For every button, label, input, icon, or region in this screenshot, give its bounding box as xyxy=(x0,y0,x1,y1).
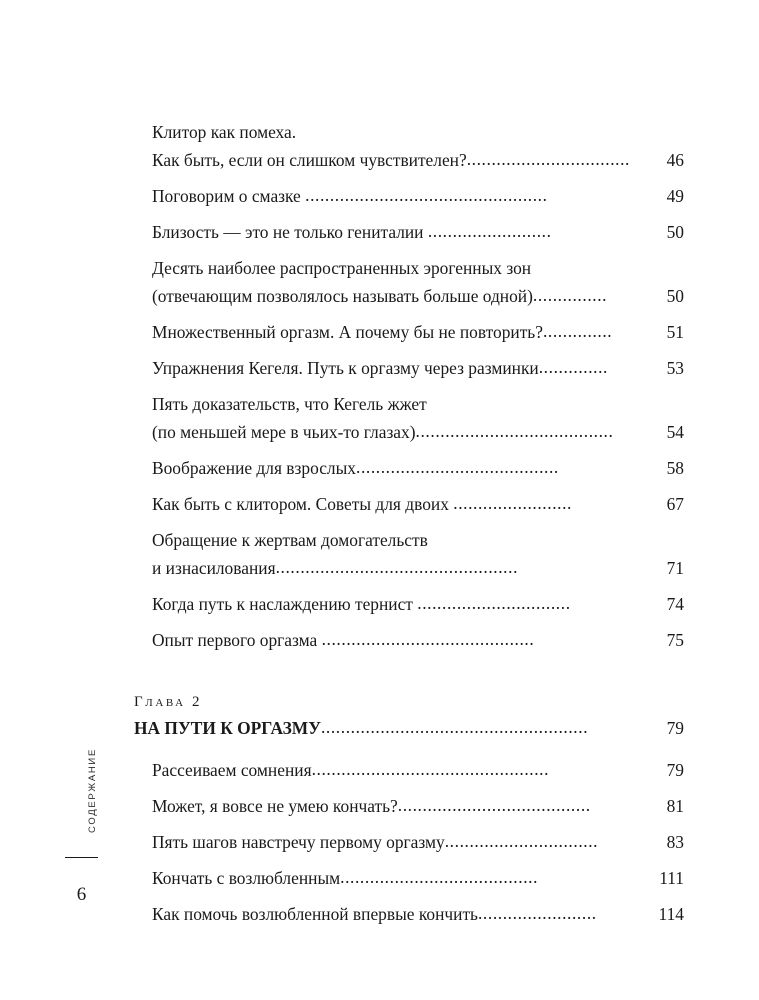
toc-entry[interactable] xyxy=(134,828,684,856)
toc-entry-line xyxy=(152,218,684,246)
toc-entry[interactable] xyxy=(134,218,684,246)
toc-entry[interactable] xyxy=(134,182,684,210)
toc-entry-title: Десять наиболее распространенных эрогенных зон xyxy=(152,258,532,278)
leader-dots: ............... xyxy=(532,285,608,305)
toc-entry-title: Поговорим о смазке xyxy=(152,186,306,206)
leader-dots: ....................................... xyxy=(397,795,591,815)
toc-entry-title: Пять шагов навстречу первому оргазму xyxy=(152,832,445,852)
toc-entry-page-number: 49 xyxy=(666,186,684,206)
toc-entry[interactable] xyxy=(134,254,684,310)
toc-entry-line xyxy=(152,590,684,618)
leader-dots: ................................................. xyxy=(275,557,519,577)
toc-entry-page-number: 111 xyxy=(659,868,684,888)
toc-entry-page-number: 83 xyxy=(666,832,684,852)
table-of-contents xyxy=(134,118,684,928)
toc-entry-page-number: 81 xyxy=(666,796,684,816)
toc-entry-line xyxy=(152,390,684,418)
leader-dots: ................................................. xyxy=(305,185,548,205)
toc-entry-page-number: 54 xyxy=(666,422,684,442)
toc-entry-line xyxy=(152,626,684,654)
toc-entry-title: Упражнения Кегеля. Путь к оргазму через разминки xyxy=(152,358,539,378)
toc-entry-page-number: 71 xyxy=(666,558,684,578)
toc-entry-title: Близость — это не только гениталии xyxy=(152,222,428,242)
toc-entry-line xyxy=(152,118,684,146)
toc-entry[interactable] xyxy=(134,900,684,928)
toc-entry-page-number: 53 xyxy=(666,358,684,378)
toc-entry[interactable] xyxy=(134,118,684,174)
leader-dots: ................................. xyxy=(466,149,630,169)
toc-entry-page-number: 114 xyxy=(658,904,684,924)
running-head xyxy=(82,740,102,840)
toc-entry[interactable] xyxy=(134,454,684,482)
leader-dots: .............. xyxy=(538,357,609,377)
toc-entry-line xyxy=(152,418,684,446)
toc-entry-line xyxy=(152,828,684,856)
toc-entry-title: Опыт первого оргазма xyxy=(152,630,322,650)
toc-entry-line xyxy=(152,526,684,554)
toc-entry-title: Клитор как помеха. xyxy=(152,122,297,142)
leader-dots: ............................... xyxy=(444,831,599,851)
toc-entry-page-number: 74 xyxy=(666,594,684,614)
leader-dots: ......................................... xyxy=(356,457,559,477)
toc-entry[interactable] xyxy=(134,756,684,784)
toc-entry-line xyxy=(152,254,684,282)
toc-entry-page-number: 50 xyxy=(666,286,684,306)
toc-entry-line xyxy=(152,864,684,892)
toc-entry[interactable] xyxy=(134,490,684,518)
leader-dots: ........................................ xyxy=(340,867,539,887)
folio-rule xyxy=(65,857,98,858)
toc-entry-line xyxy=(152,490,684,518)
toc-entry-title: (по меньшей мере в чьих-то глазах) xyxy=(152,422,416,442)
toc-entry-page-number: 67 xyxy=(666,494,684,514)
toc-entry-page-number: 51 xyxy=(666,322,684,342)
toc-entry-line xyxy=(152,900,684,928)
leader-dots: ................................................ xyxy=(311,759,550,779)
page-number: 6 xyxy=(76,884,87,905)
toc-entry-line xyxy=(152,182,684,210)
toc-section-before-chapter xyxy=(134,118,684,654)
toc-entry[interactable] xyxy=(134,792,684,820)
toc-entry-title: Обращение к жертвам домогательств xyxy=(152,530,428,550)
toc-entry-line xyxy=(152,792,684,820)
toc-entry-title: Когда путь к наслаждению тернист xyxy=(152,594,418,614)
toc-entry-page-number: 50 xyxy=(666,222,684,242)
leader-dots: ........................................... xyxy=(321,629,535,649)
toc-entry-title: (отвечающим позволялось называть больше одной) xyxy=(152,286,533,306)
toc-entry-line xyxy=(152,454,684,482)
chapter-label: Глава 2 xyxy=(134,694,203,710)
leader-dots: ........................ xyxy=(453,493,572,513)
chapter-heading-block[interactable] xyxy=(134,690,684,742)
toc-entry-title: Пять доказательств, что Кегель жжет xyxy=(152,394,427,414)
toc-entry-title: и изнасилования xyxy=(152,558,276,578)
toc-entry[interactable] xyxy=(134,626,684,654)
toc-entry-title: Как помочь возлюбленной впервые кончить xyxy=(152,904,478,924)
toc-entry[interactable] xyxy=(134,590,684,618)
running-head-label: СОДЕРЖАНИЕ xyxy=(86,747,98,833)
toc-entry-page-number: 46 xyxy=(666,150,684,170)
leader-dots: ...................................................... xyxy=(320,717,589,737)
toc-entry-page-number: 75 xyxy=(666,630,684,650)
toc-entry-title: Кончать с возлюбленным xyxy=(152,868,341,888)
toc-entry-title: Множественный оргазм. А почему бы не повторить? xyxy=(152,322,543,342)
toc-entry-title: Как быть с клитором. Советы для двоих xyxy=(152,494,454,514)
toc-entry-line xyxy=(152,756,684,784)
toc-entry-title: Может, я вовсе не умею кончать? xyxy=(152,796,398,816)
toc-entry[interactable] xyxy=(134,390,684,446)
chapter-page-number: 79 xyxy=(666,718,684,738)
toc-entry-title: Воображение для взрослых xyxy=(152,458,356,478)
leader-dots: ......................... xyxy=(427,221,552,241)
toc-entry[interactable] xyxy=(134,354,684,382)
toc-entry-page-number: 79 xyxy=(666,760,684,780)
leader-dots: ........................................ xyxy=(415,421,614,441)
toc-section-after-chapter xyxy=(134,756,684,928)
toc-entry-line xyxy=(152,282,684,310)
leader-dots: ............................... xyxy=(417,593,571,613)
toc-entry-title: Рассеиваем сомнения xyxy=(152,760,312,780)
leader-dots: .............. xyxy=(542,321,613,341)
toc-entry-line xyxy=(152,318,684,346)
page-spine-margin xyxy=(0,0,130,1000)
leader-dots: ........................ xyxy=(477,903,597,923)
toc-entry[interactable] xyxy=(134,864,684,892)
chapter-title-row[interactable] xyxy=(134,714,684,742)
toc-entry-line xyxy=(152,554,684,582)
toc-entry[interactable] xyxy=(134,318,684,346)
toc-entry-title: Как быть, если он слишком чувствителен? xyxy=(152,150,467,170)
toc-entry[interactable] xyxy=(134,526,684,582)
chapter-title: НА ПУТИ К ОРГАЗМУ xyxy=(134,718,321,738)
toc-entry-page-number: 58 xyxy=(666,458,684,478)
toc-entry-line xyxy=(152,146,684,174)
toc-entry-line xyxy=(152,354,684,382)
